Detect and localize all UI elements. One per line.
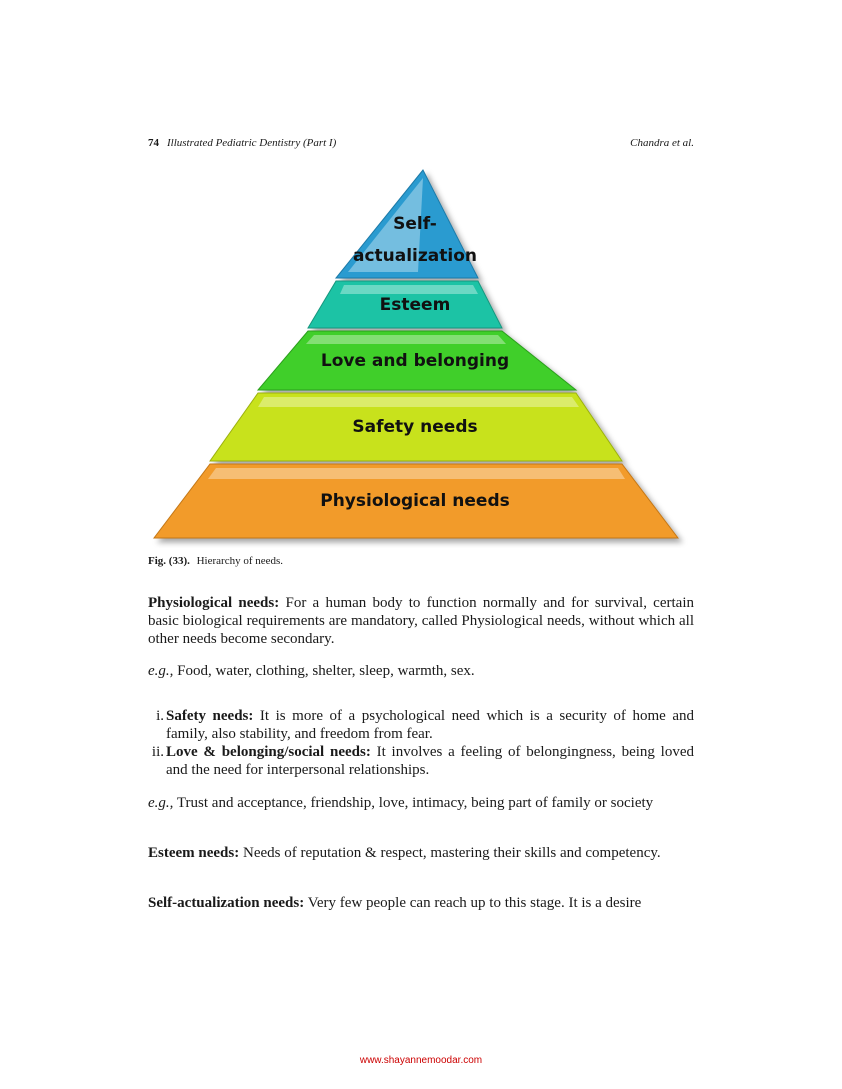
pyramid-svg <box>148 168 694 548</box>
list-item-text <box>166 707 694 743</box>
figure-caption <box>148 555 283 567</box>
pyramid-label-self-line2: actualization <box>352 246 478 266</box>
paragraph-physiological <box>148 594 694 648</box>
running-header <box>148 137 694 149</box>
text-physiological: For a human body to function normally and for survival, certain basic biological requirements are mandatory, called Physiological needs, without which all other needs become secondary. <box>148 595 694 647</box>
term-love: Love & belonging/social needs: <box>166 744 371 760</box>
pyramid-label-love: Love and belonging <box>320 351 510 371</box>
text-self-actualization: Very few people can reach up to this stage. It is a desire <box>304 895 642 911</box>
list-item-text <box>166 743 694 779</box>
paragraph-esteem <box>148 844 694 862</box>
term-esteem: Esteem needs: <box>148 845 240 861</box>
paragraph-eg-physiological <box>148 662 694 680</box>
pyramid-label-physiological: Physiological needs <box>320 491 510 511</box>
pyramid-label-self-line1: Self- <box>393 214 437 234</box>
term-safety: Safety needs: <box>166 708 254 724</box>
eg-label-2: e.g., <box>148 795 174 811</box>
footer-website-link[interactable]: www.shayannemoodar.com <box>359 1055 483 1066</box>
term-physiological: Physiological needs: <box>148 595 280 611</box>
text-love: It involves a feeling of belongingness, being loved and the need for interpersonal relationships. <box>166 744 694 778</box>
list-item-love <box>148 743 694 779</box>
eg-label-1: e.g., <box>148 663 174 679</box>
book-title: Illustrated Pediatric Dentistry (Part I) <box>167 137 337 149</box>
hierarchy-pyramid-figure <box>148 168 694 548</box>
page-number: 74 <box>148 137 159 149</box>
figure-caption-text: Hierarchy of needs. <box>196 555 284 567</box>
text-safety: It is more of a psychological need which is a security of home and family, also stability, and freedom from fear. <box>166 708 694 742</box>
eg-text-2: Trust and acceptance, friendship, love, intimacy, being part of family or society <box>173 795 654 811</box>
list-number: ii. <box>151 744 164 760</box>
list-item-safety <box>148 707 694 743</box>
paragraph-eg-love <box>148 794 694 812</box>
pyramid-label-esteem: Esteem <box>379 295 451 315</box>
header-left <box>148 137 336 149</box>
text-esteem: Needs of reputation & respect, mastering their skills and competency. <box>239 845 661 861</box>
pyramid-label-safety: Safety needs <box>352 417 478 437</box>
eg-text-1: Food, water, clothing, shelter, sleep, warmth, sex. <box>173 663 475 679</box>
paragraph-self-actualization <box>148 894 694 912</box>
list-number: i. <box>156 708 164 724</box>
figure-label: Fig. (33). <box>148 555 190 567</box>
term-self-actualization: Self-actualization needs: <box>148 895 305 911</box>
header-authors: Chandra et al. <box>630 137 694 149</box>
